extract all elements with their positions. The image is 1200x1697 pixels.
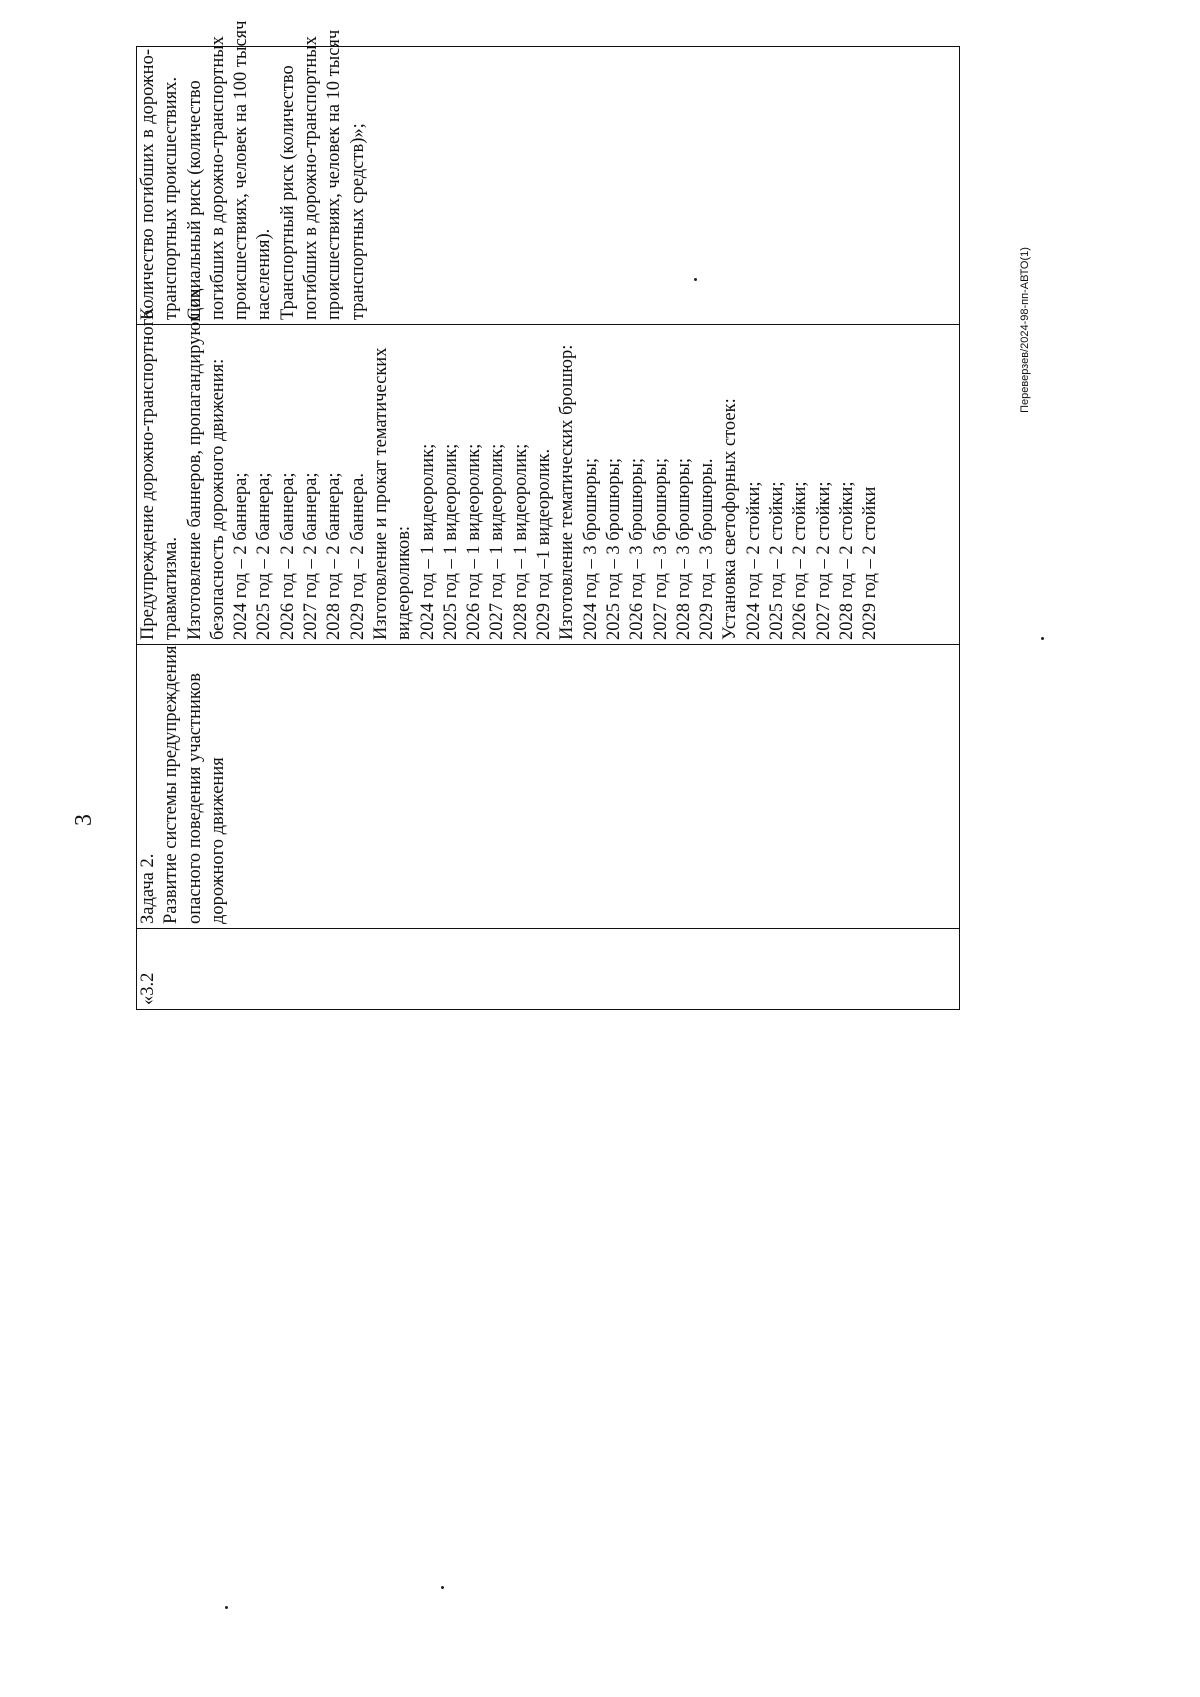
measure-line: 2027 год – 2 баннера; bbox=[301, 472, 322, 640]
measure-line: 2026 год – 2 стойки; bbox=[790, 481, 811, 640]
measure-line: 2029 год – 2 баннера. bbox=[347, 473, 368, 640]
measure-line: 2024 год – 2 баннера; bbox=[231, 472, 252, 640]
scan-speck bbox=[1041, 637, 1044, 640]
measure-line: 2024 год – 2 стойки; bbox=[743, 481, 764, 640]
measure-line: 2025 год – 2 стойки; bbox=[767, 481, 788, 640]
result-line: происшествиях, человек на 10 тысяч bbox=[324, 29, 345, 320]
table-row bbox=[137, 47, 960, 1010]
measure-line: Изготовление и прокат тематических bbox=[370, 347, 391, 640]
measure-line: Предупреждение дорожно-транспортного bbox=[138, 309, 158, 640]
result-line: населения). bbox=[254, 228, 275, 320]
measure-line: 2028 год – 2 стойки; bbox=[836, 481, 857, 640]
result-line: погибших в дорожно-транспортных bbox=[301, 36, 322, 320]
measure-line: Установка светофорных стоек: bbox=[720, 398, 741, 640]
task-line: опасного поведения участников bbox=[184, 673, 205, 924]
measure-line: 2027 год – 3 брошюры; bbox=[650, 457, 671, 640]
task-line: Развитие системы предупреждения bbox=[161, 645, 182, 924]
task-cell bbox=[137, 645, 960, 929]
measure-line: 2028 год – 3 брошюры; bbox=[673, 457, 694, 640]
result-line: Количество погибших в дорожно- bbox=[138, 49, 158, 320]
measure-line: безопасность дорожного движения: bbox=[207, 358, 228, 640]
measure-line: 2027 год – 1 видеоролик; bbox=[487, 443, 508, 640]
page-number: 3 bbox=[71, 814, 97, 826]
task-line: Задача 2. bbox=[138, 853, 158, 924]
table-container bbox=[136, 20, 960, 1010]
document-code: Переверзев/2024-98-пп-АВТО(1) bbox=[1019, 247, 1031, 413]
measure-line: видеороликов: bbox=[394, 525, 415, 640]
measure-line: 2026 год – 2 баннера; bbox=[277, 472, 298, 640]
measure-line: 2025 год – 3 брошюры; bbox=[603, 457, 624, 640]
scan-speck bbox=[694, 278, 697, 281]
measure-line: 2028 год – 1 видеоролик; bbox=[510, 443, 531, 640]
result-line: погибших в дорожно-транспортных bbox=[207, 36, 228, 320]
measure-line: 2029 год – 3 брошюры. bbox=[697, 458, 718, 640]
measure-line: Изготовление тематических брошюр: bbox=[557, 344, 578, 640]
measure-line: 2029 год –1 видеоролик. bbox=[534, 448, 555, 640]
program-table bbox=[136, 20, 960, 1010]
measure-line: 2025 год – 1 видеоролик; bbox=[440, 443, 461, 640]
result-line: транспортных происшествиях. bbox=[161, 76, 182, 320]
measure-line: 2028 год – 2 баннера; bbox=[324, 472, 345, 640]
measure-line: 2024 год – 1 видеоролик; bbox=[417, 443, 438, 640]
measure-line: 2026 год – 1 видеоролик; bbox=[464, 443, 485, 640]
result-line: транспортных средств)»; bbox=[347, 123, 368, 320]
rotated-table bbox=[136, 20, 960, 1010]
measure-line: травматизма. bbox=[161, 537, 182, 640]
measure-line: 2029 год – 2 стойки bbox=[860, 486, 881, 640]
measure-line: 2025 год – 2 баннера; bbox=[254, 472, 275, 640]
scan-speck bbox=[225, 1606, 228, 1609]
result-line: происшествиях, человек на 100 тысяч bbox=[231, 20, 252, 320]
task-line: дорожного движения bbox=[207, 757, 228, 924]
measures-cell bbox=[137, 288, 960, 645]
scan-speck bbox=[441, 1586, 444, 1589]
result-line: Транспортный риск (количество bbox=[277, 65, 298, 320]
results-cell bbox=[137, 20, 960, 325]
measure-line: 2024 год – 3 брошюры; bbox=[580, 457, 601, 640]
result-line: Социальный риск (количество bbox=[184, 80, 205, 320]
row-number: «3.2 bbox=[138, 972, 158, 1005]
measure-line: Изготовление баннеров, пропагандирующих bbox=[184, 288, 205, 640]
measure-line: 2027 год – 2 стойки; bbox=[813, 481, 834, 640]
measure-line: 2026 год – 3 брошюры; bbox=[627, 457, 648, 640]
row-number-cell bbox=[137, 929, 960, 1010]
